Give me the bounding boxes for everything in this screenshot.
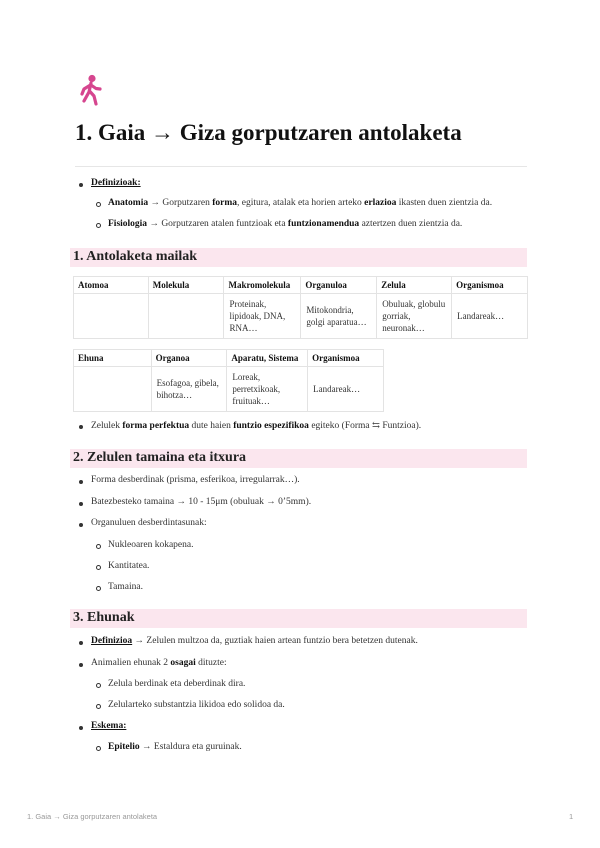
table-cell xyxy=(148,294,224,339)
definitions-label: Definizioak: xyxy=(91,178,141,188)
levels-table-2 xyxy=(73,349,384,412)
table-row xyxy=(74,294,528,339)
table-row xyxy=(74,367,384,412)
bullet-dot xyxy=(79,502,83,506)
table-header: Molekula xyxy=(148,277,224,294)
title-divider xyxy=(75,166,527,167)
bullet-dot xyxy=(79,523,83,527)
list-item: Forma desberdinak (prisma, esferikoa, irregularrak…). xyxy=(91,475,300,485)
levels-table-1 xyxy=(73,276,528,339)
list-item: Organuluen desberdintasunak: xyxy=(91,518,207,528)
table-header: Atomoa xyxy=(74,277,149,294)
bullet-ring xyxy=(96,202,101,207)
bullet-dot xyxy=(79,425,83,429)
table-header: Makromolekula xyxy=(224,277,301,294)
table-header: Organismoa xyxy=(452,277,528,294)
table-header-row xyxy=(74,350,384,367)
table-cell xyxy=(74,294,149,339)
bullet-dot xyxy=(79,641,83,645)
list-item: Zelularteko substantzia likidoa edo solidoa da. xyxy=(108,700,285,710)
section-2-title: 2. Zelulen tamaina eta itxura xyxy=(73,450,247,465)
section-3-title: 3. Ehunak xyxy=(73,610,135,625)
table-cell: Esofagoa, gibela, bihotza… xyxy=(151,367,227,412)
fisiologia-definition: Fisiologia → Gorputzaren atalen funtzioak eta funtzionamendua aztertzen duen zientzia da. xyxy=(108,219,463,229)
bullet-ring xyxy=(96,586,101,591)
table-header: Zelula xyxy=(377,277,452,294)
footer-title: 1. Gaia → Giza gorputzaren antolaketa xyxy=(27,812,158,821)
bullet-ring xyxy=(96,544,101,549)
bullet-ring xyxy=(96,223,101,228)
section-1-title: 1. Antolaketa mailak xyxy=(73,249,198,264)
bullet-dot xyxy=(79,726,83,730)
list-item: Nukleoaren kokapena. xyxy=(108,540,194,550)
form-function-note: Zelulek forma perfektua dute haien funtzio espezifikoa egiteko (Forma ⇆ Funtzioa). xyxy=(91,421,422,431)
list-item: Batezbesteko tamaina → 10 - 15μm (obuluak → 0’5mm). xyxy=(91,497,312,507)
walking-person-icon xyxy=(78,74,104,106)
table-cell xyxy=(74,367,152,412)
table-header: Organoa xyxy=(151,350,227,367)
bullet-ring xyxy=(96,565,101,570)
table-header: Aparatu, Sistema xyxy=(227,350,308,367)
page-number: 1 xyxy=(569,812,574,821)
table-cell: Landareak… xyxy=(452,294,528,339)
list-item: Tamaina. xyxy=(108,582,143,592)
table-header-row xyxy=(74,277,528,294)
anatomia-definition: Anatomia → Gorputzaren forma, egitura, atalak eta horien arteko erlazioa ikasten duen zientzia da. xyxy=(108,198,493,208)
list-item: Animalien ehunak 2 osagai dituzte: xyxy=(91,658,227,668)
bullet-ring xyxy=(96,704,101,709)
ehuna-definition: Definizioa → Zelulen multzoa da, guztiak haien artean funtzio bera betetzen dutenak. xyxy=(91,636,418,646)
bullet-dot xyxy=(79,480,83,484)
list-item: Zelula berdinak eta deberdinak dira. xyxy=(108,679,246,689)
schema-label: Eskema: xyxy=(91,721,127,731)
table-header: Ehuna xyxy=(74,350,152,367)
table-header: Organuloa xyxy=(301,277,377,294)
table-cell: Landareak… xyxy=(308,367,384,412)
table-header: Organismoa xyxy=(308,350,384,367)
page-title: 1. Gaia → Giza gorputzaren antolaketa xyxy=(75,120,462,145)
table-cell: Loreak, perretxikoak, fruituak… xyxy=(227,367,308,412)
section-band xyxy=(70,609,527,628)
table-cell: Proteinak, lipidoak, DNA, RNA… xyxy=(224,294,301,339)
bullet-ring xyxy=(96,683,101,688)
bullet-dot xyxy=(79,663,83,667)
bullet-ring xyxy=(96,746,101,751)
list-item: Kantitatea. xyxy=(108,561,150,571)
bullet-dot xyxy=(79,183,83,187)
table-cell: Mitokondria, golgi aparatua… xyxy=(301,294,377,339)
table-cell: Obuluak, globulu gorriak, neuronak… xyxy=(377,294,452,339)
epitelio-item: Epitelio → Estaldura eta guruinak. xyxy=(108,742,242,752)
